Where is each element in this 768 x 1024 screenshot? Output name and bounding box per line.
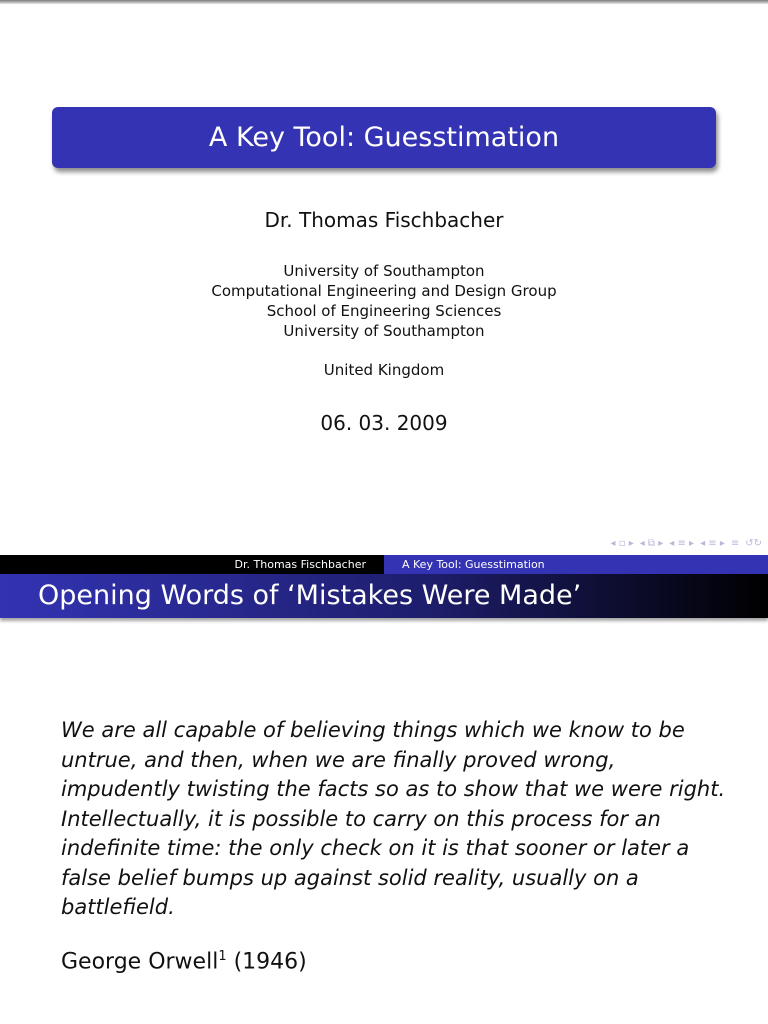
nav-prev-next-slide-icon[interactable]: ◂ ▫ ▸ [610,537,634,549]
title-slide-heading: A Key Tool: Guesstimation [52,107,716,168]
beamer-navigation-bar [611,536,762,550]
quote-line: battlefield. [61,895,175,919]
institute-block [0,261,768,341]
country: United Kingdom [323,361,445,379]
quote-line: false belief bumps up against solid reality, usually on a [61,865,639,890]
orwell-quote [61,716,741,923]
nav-prev-next-subsection-icon[interactable]: ◂ ≡ ▸ [669,537,695,549]
page-top-edge [0,0,768,4]
nav-toc-icon[interactable]: ≡ [730,537,740,549]
footline-author: Dr. Thomas Fischbacher [0,555,384,574]
institute-line: University of Southampton [283,322,485,340]
quote-line: impudently twisting the facts so as to show that we were right. [61,777,726,801]
author-name: Dr. Thomas Fischbacher [264,208,504,232]
quote-line: untrue, and then, when we are finally proved wrong, [61,747,616,772]
quote-line: Intellectually, it is possible to carry on this process for an [61,806,661,831]
slide-footline [0,555,768,574]
nav-search-icon[interactable]: ↺↻ [745,537,762,549]
quote-attribution [61,949,307,974]
footnote-marker[interactable]: 1 [218,949,227,964]
presentation-date: 06. 03. 2009 [320,411,448,435]
frame-title: Opening Words of ‘Mistakes Were Made’ [0,574,768,618]
nav-prev-next-frame-icon[interactable]: ◂ ⧉ ▸ [639,537,664,549]
institute-line: Computational Engineering and Design Group [211,282,557,300]
institute-line: School of Engineering Sciences [266,302,502,320]
attribution-name: George Orwell [61,949,219,975]
footline-title: A Key Tool: Guesstimation [384,555,768,574]
attribution-year: (1946) [233,949,307,975]
nav-prev-next-section-icon[interactable]: ◂ ≡ ▸ [700,537,725,549]
institute-line: University of Southampton [283,262,485,280]
quote-line: indefinite time: the only check on it is that sooner or later a [61,836,690,860]
quote-line: We are all capable of believing things which we know to be [61,718,685,742]
